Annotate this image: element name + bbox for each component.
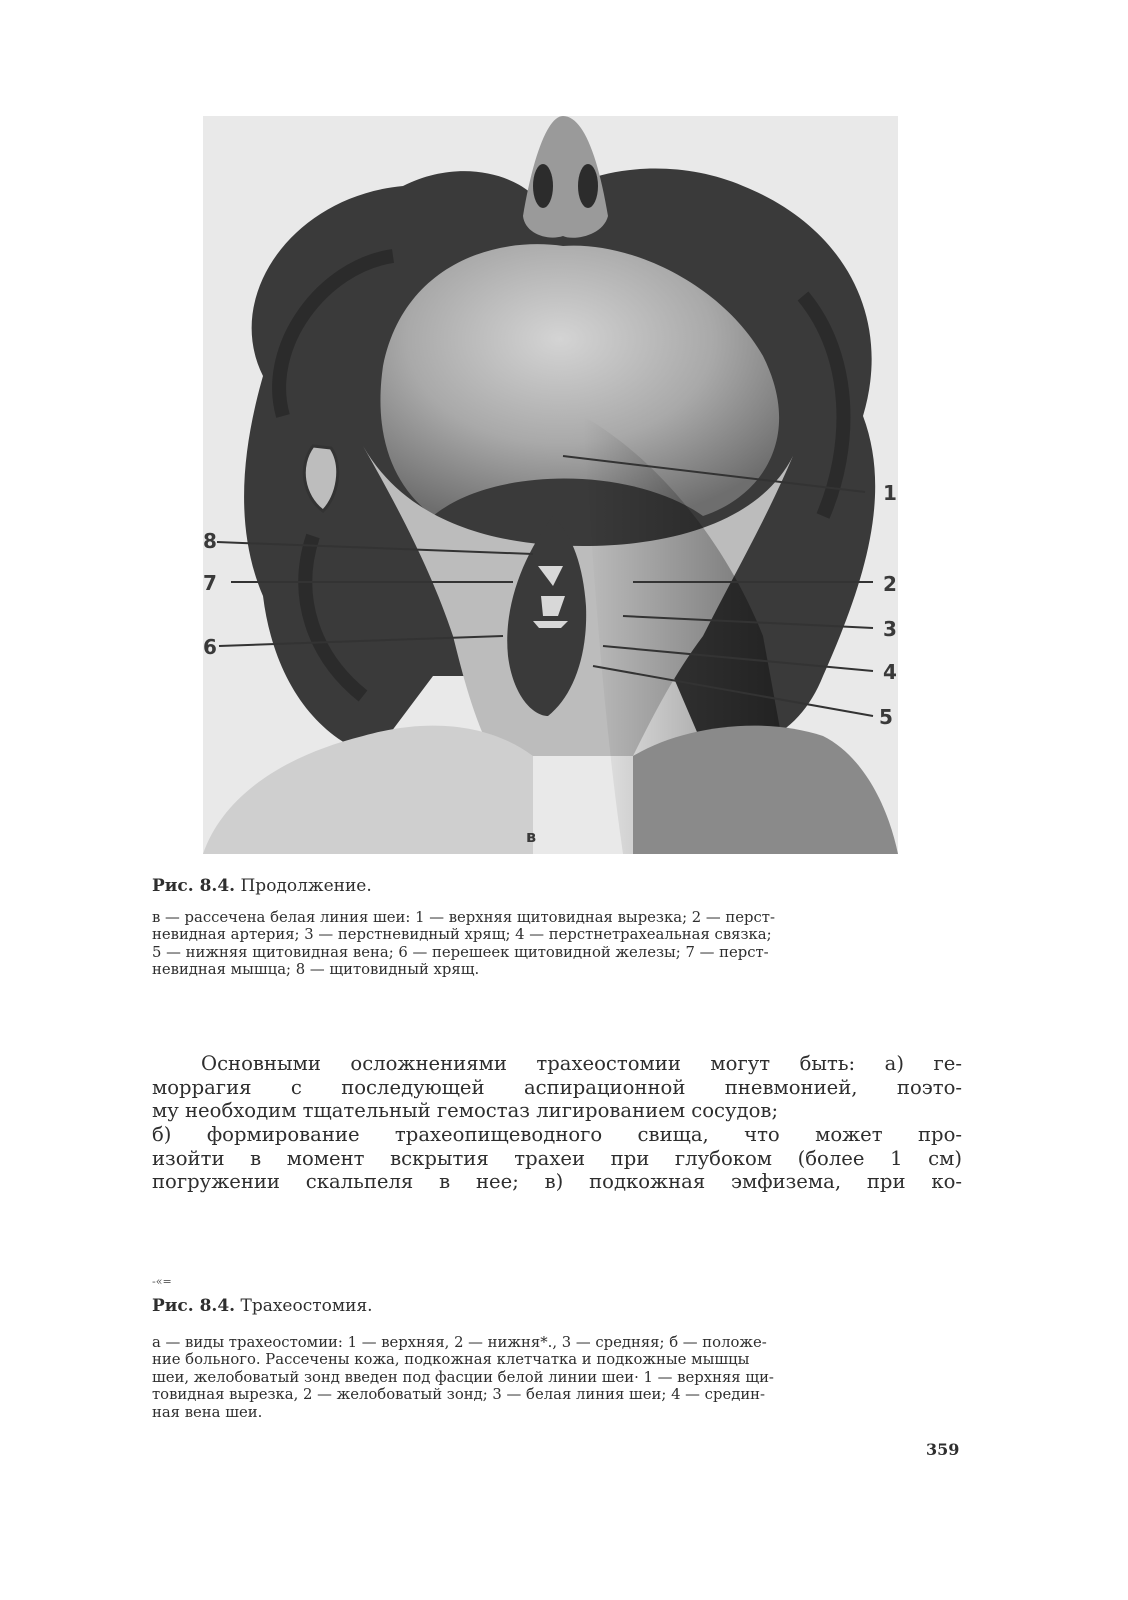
- caption-line: ние больного. Рассечены кожа, подкожная клетчатка и подкожные мышцы: [152, 1351, 750, 1369]
- label-3: 3: [883, 617, 897, 641]
- fig-label: Рис. 8.4.: [152, 1296, 236, 1316]
- label-8: 8: [203, 529, 217, 553]
- body-paragraph-1: [152, 1052, 962, 1123]
- caption-line: ная вена шеи.: [152, 1403, 263, 1421]
- body-paragraph-2: [152, 1123, 962, 1194]
- panel-letter: в: [526, 827, 537, 846]
- label-6: 6: [203, 635, 217, 659]
- caption-continued-text: [152, 909, 962, 979]
- caption-line: в — рассечена белая линия шеи: 1 — верхняя щитовидная вырезка; 2 — перст-: [152, 909, 775, 926]
- caption-continued-title: [152, 875, 372, 897]
- caption-line: 5 — нижняя щитовидная вена; 6 — перешеек щитовидной железы; 7 — перст-: [152, 943, 769, 961]
- label-4: 4: [883, 660, 897, 684]
- caption-line: шеи, желобоватый зонд введен под фасции белой линии шеи· 1 — верхняя щи-: [152, 1368, 774, 1386]
- body-line: погружении скальпеля в нее; в) подкожная эмфизема, при ко-: [152, 1170, 962, 1194]
- body-line: моррагия с последующей аспирационной пневмонией, поэто-: [152, 1075, 962, 1099]
- caption-line: товидная вырезка, 2 — желобоватый зонд; 3 — белая линия шеи; 4 — средин-: [152, 1386, 766, 1404]
- label-1: 1: [883, 481, 897, 505]
- caption-line: невидная мышца; 8 — щитовидный хрящ.: [152, 961, 480, 979]
- body-line: б) формирование трахеопищеводного свища, что может про-: [152, 1123, 962, 1146]
- neck-illustration: [203, 116, 898, 854]
- body-line: изойти в момент вскрытия трахеи при глубоком (более 1 см): [152, 1146, 962, 1170]
- stray-mark: -«=: [152, 1275, 172, 1288]
- fig-label: Рис. 8.4.: [152, 876, 236, 896]
- caption-line: невидная артерия; 3 — перстневидный хрящ; 4 — перстнетрахеальная связка;: [152, 926, 772, 944]
- label-7: 7: [203, 571, 217, 595]
- label-2: 2: [883, 572, 897, 596]
- anatomical-figure: [203, 116, 898, 854]
- caption-line: а — виды трахеостомии: 1 — верхняя, 2 — нижня*., 3 — средняя; б — положе-: [152, 1334, 767, 1351]
- fig-title: Трахеостомия.: [240, 1296, 373, 1316]
- label-5: 5: [879, 705, 893, 729]
- caption-main-text: [152, 1334, 962, 1421]
- caption-main-title: [152, 1295, 373, 1317]
- page-number: 359: [926, 1440, 960, 1459]
- body-line: Основными осложнениями трахеостомии могут быть: а) ге-: [201, 1052, 962, 1075]
- fig-title: Продолжение.: [240, 876, 372, 896]
- body-line: му необходим тщательный гемостаз лигированием сосудов;: [152, 1099, 779, 1123]
